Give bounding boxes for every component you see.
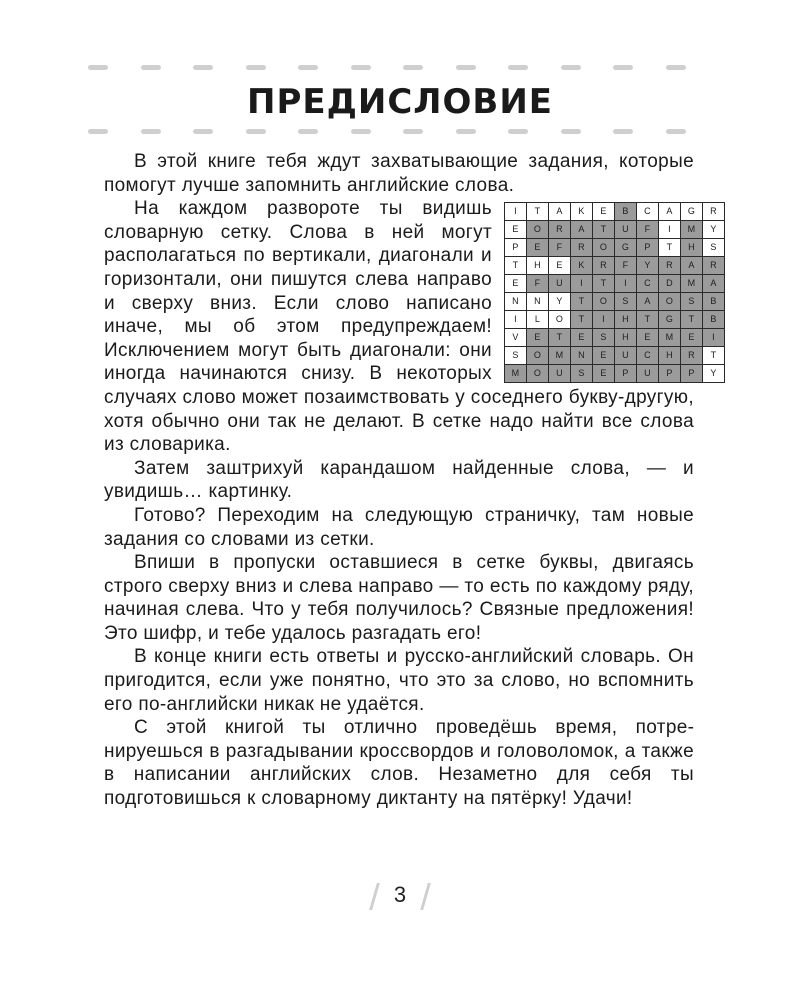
paragraph-answers: В конце книги есть ответы и русско-английский словарь. Он пригодится, если уже понятно, что это за слово, но вспомнить его по-английски никак не удаётся. — [104, 646, 694, 715]
grid-cell: S — [505, 347, 527, 365]
grid-cell: K — [571, 257, 593, 275]
grid-cell: P — [659, 365, 681, 383]
grid-cell: E — [637, 329, 659, 347]
grid-cell: F — [527, 275, 549, 293]
divider-dash — [246, 65, 266, 70]
grid-cell: T — [681, 311, 703, 329]
grid-cell: Y — [703, 365, 725, 383]
divider-dash — [246, 129, 266, 134]
paragraph-next-page: Готово? Переходим на следующую страничку, там новые задания со словами из сетки. — [104, 504, 694, 550]
grid-cell: G — [659, 311, 681, 329]
grid-cell: U — [615, 221, 637, 239]
grid-cell: U — [549, 275, 571, 293]
grid-row — [505, 257, 725, 275]
grid-cell: A — [571, 221, 593, 239]
grid-cell: S — [681, 293, 703, 311]
grid-cell: R — [681, 347, 703, 365]
grid-cell: E — [505, 221, 527, 239]
grid-cell: A — [659, 203, 681, 221]
grid-cell: T — [593, 221, 615, 239]
grid-cell: F — [549, 239, 571, 257]
divider-dash — [613, 129, 633, 134]
grid-cell: O — [593, 239, 615, 257]
divider-dash — [456, 65, 476, 70]
grid-cell: E — [593, 203, 615, 221]
grid-cell: T — [571, 293, 593, 311]
grid-cell: T — [549, 329, 571, 347]
grid-cell: T — [637, 311, 659, 329]
grid-cell: I — [659, 221, 681, 239]
divider-dash — [193, 129, 213, 134]
divider-dash — [403, 65, 423, 70]
grid-cell: U — [615, 347, 637, 365]
bottom-dashed-divider — [88, 126, 686, 138]
grid-cell: A — [703, 275, 725, 293]
grid-row — [505, 203, 725, 221]
grid-cell: I — [703, 329, 725, 347]
grid-cell: E — [593, 365, 615, 383]
grid-cell: R — [549, 221, 571, 239]
grid-cell: I — [505, 311, 527, 329]
grid-cell: O — [659, 293, 681, 311]
grid-cell: F — [615, 257, 637, 275]
grid-cell: Y — [703, 221, 725, 239]
grid-cell: N — [527, 293, 549, 311]
grid-cell: A — [549, 203, 571, 221]
grid-cell: M — [681, 221, 703, 239]
divider-dash — [298, 129, 318, 134]
grid-cell: F — [637, 221, 659, 239]
grid-cell: B — [615, 203, 637, 221]
grid-cell: R — [703, 257, 725, 275]
grid-cell: A — [637, 293, 659, 311]
grid-cell: T — [571, 311, 593, 329]
grid-cell: E — [571, 329, 593, 347]
grid-cell: T — [659, 239, 681, 257]
grid-cell: R — [703, 203, 725, 221]
grid-cell: S — [593, 329, 615, 347]
grid-cell: E — [593, 347, 615, 365]
divider-dash — [351, 129, 371, 134]
grid-cell: I — [593, 311, 615, 329]
divider-dash — [88, 65, 108, 70]
grid-cell: E — [549, 257, 571, 275]
grid-cell: C — [637, 347, 659, 365]
grid-cell: E — [527, 329, 549, 347]
preface-text — [104, 150, 717, 811]
grid-cell: I — [571, 275, 593, 293]
grid-cell: R — [659, 257, 681, 275]
grid-cell: D — [659, 275, 681, 293]
divider-dash — [613, 65, 633, 70]
grid-cell: H — [659, 347, 681, 365]
divider-dash — [666, 129, 686, 134]
grid-cell: T — [505, 257, 527, 275]
grid-cell: N — [505, 293, 527, 311]
grid-cell: A — [681, 257, 703, 275]
grid-cell: P — [637, 239, 659, 257]
grid-cell: V — [505, 329, 527, 347]
page-number-slash-right — [420, 883, 431, 910]
grid-cell: R — [571, 239, 593, 257]
grid-cell: Y — [637, 257, 659, 275]
grid-cell: O — [593, 293, 615, 311]
grid-cell: O — [527, 347, 549, 365]
grid-cell: M — [505, 365, 527, 383]
grid-cell: Y — [549, 293, 571, 311]
grid-row — [505, 347, 725, 365]
grid-cell: G — [681, 203, 703, 221]
grid-row — [505, 365, 725, 383]
grid-cell: L — [527, 311, 549, 329]
grid-cell: S — [615, 293, 637, 311]
grid-cell: T — [593, 275, 615, 293]
page-number — [0, 882, 800, 910]
grid-row — [505, 221, 725, 239]
divider-dash — [508, 65, 528, 70]
grid-cell: M — [549, 347, 571, 365]
grid-cell: M — [659, 329, 681, 347]
word-grid-figure — [504, 202, 717, 379]
divider-dash — [403, 129, 423, 134]
divider-dash — [561, 65, 581, 70]
grid-cell: B — [703, 311, 725, 329]
divider-dash — [508, 129, 528, 134]
divider-dash — [666, 65, 686, 70]
divider-dash — [561, 129, 581, 134]
grid-cell: U — [637, 365, 659, 383]
grid-cell: G — [615, 239, 637, 257]
paragraph-cipher: Впиши в пропуски оставшиеся в сетке буквы, двигаясь строго сверху вниз и слева направо — то есть по каждому ряду, начиная слева. Что у тебя получилось? Связные предложения! Это шифр, и тебе удалось разгадать его! — [104, 552, 694, 644]
grid-cell: I — [615, 275, 637, 293]
paragraph-intro: В этой книге тебя ждут захватывающие задания, которые помогут лучше запомнить английские слова. — [104, 151, 694, 196]
grid-cell: K — [571, 203, 593, 221]
grid-cell: C — [637, 275, 659, 293]
grid-cell: S — [571, 365, 593, 383]
grid-cell: H — [615, 311, 637, 329]
grid-cell: O — [527, 365, 549, 383]
grid-row — [505, 329, 725, 347]
divider-dash — [193, 65, 213, 70]
word-search-grid — [504, 202, 725, 383]
grid-cell: O — [527, 221, 549, 239]
paragraph-closing: С этой книгой ты отлично проведёшь время, потренируешься в разгадывании кроссвордов и головоломок, а также в написании английских слов. Незаметно для себя ты подготовишься к словарному диктанту на пятёрку! Удачи! — [104, 717, 694, 810]
divider-dash — [298, 65, 318, 70]
page-number-slash-left — [369, 883, 380, 910]
grid-cell: E — [681, 329, 703, 347]
grid-cell: H — [527, 257, 549, 275]
grid-cell: E — [527, 239, 549, 257]
grid-cell: E — [505, 275, 527, 293]
divider-dash — [456, 129, 476, 134]
grid-cell: P — [505, 239, 527, 257]
divider-dash — [141, 65, 161, 70]
grid-cell: R — [593, 257, 615, 275]
grid-cell: B — [703, 293, 725, 311]
grid-cell: U — [549, 365, 571, 383]
grid-cell: T — [703, 347, 725, 365]
grid-cell: H — [615, 329, 637, 347]
grid-cell: N — [571, 347, 593, 365]
paragraph-grid-explanation: На каждом развороте ты видишь словарную сетку. Слова в ней могут располагаться по вертикали, диагонали и горизонтали, они пишутся слева направо и сверху вниз. Если слово написано иначе, мы об этом предупреждаем! Исключением могут быть диагонали: они иногда начинаются снизу. В некоторых случаях слово может позаимствовать у соседнего букву-другую, хотя обычно они так не делают. В сетке надо найти все слова из словарика. — [104, 198, 694, 456]
grid-cell: P — [681, 365, 703, 383]
divider-dash — [88, 129, 108, 134]
grid-cell: C — [637, 203, 659, 221]
paragraph-shade-words: Затем заштрихуй карандашом найденные слова, — и увидишь… картинку. — [104, 457, 694, 503]
grid-cell: P — [615, 365, 637, 383]
divider-dash — [141, 129, 161, 134]
grid-cell: H — [681, 239, 703, 257]
grid-cell: T — [527, 203, 549, 221]
grid-cell: S — [703, 239, 725, 257]
grid-cell: M — [681, 275, 703, 293]
page-number-value: 3 — [393, 882, 407, 907]
divider-dash — [351, 65, 371, 70]
grid-row — [505, 275, 725, 293]
top-dashed-divider — [88, 62, 686, 74]
grid-cell: I — [505, 203, 527, 221]
page-title: ПРЕДИСЛОВИЕ — [246, 82, 554, 122]
grid-row — [505, 239, 725, 257]
grid-row — [505, 293, 725, 311]
grid-cell: O — [549, 311, 571, 329]
grid-row — [505, 311, 725, 329]
